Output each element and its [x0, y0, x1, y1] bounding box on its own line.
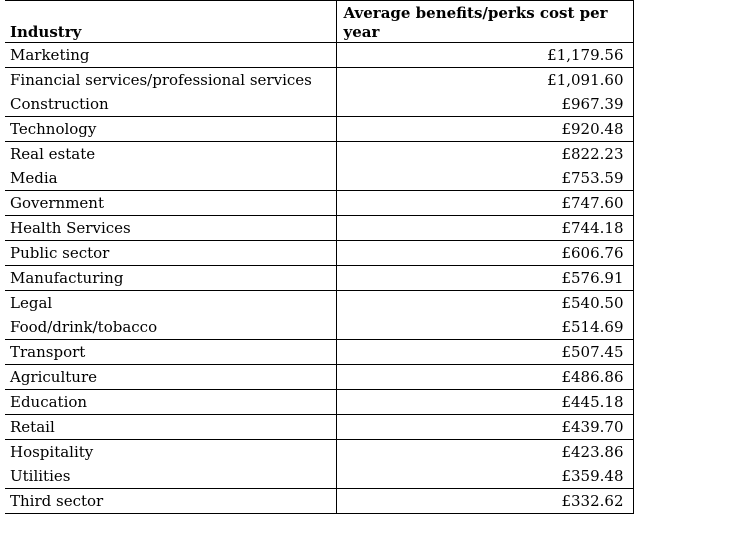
table-row [5, 241, 633, 266]
industry-cell: Government [5, 191, 336, 216]
industry-cell: Legal [5, 291, 336, 316]
industry-cell: Construction [5, 92, 336, 117]
industry-cell: Utilities [5, 464, 336, 489]
industry-cell: Media [5, 166, 336, 191]
industry-cell: Hospitality [5, 440, 336, 465]
industry-cell: Transport [5, 340, 336, 365]
industry-cell: Financial services/professional services [5, 68, 336, 93]
industry-cell: Food/drink/tobacco [5, 315, 336, 340]
table-row [5, 68, 633, 93]
cost-cell: £753.59 [336, 166, 633, 191]
industry-cell: Education [5, 390, 336, 415]
header-row [5, 1, 633, 43]
table-row [5, 117, 633, 142]
cost-cell: £439.70 [336, 415, 633, 440]
cost-cell: £1,179.56 [336, 43, 633, 68]
table-row [5, 315, 633, 340]
industry-cell: Third sector [5, 489, 336, 514]
cost-cell: £606.76 [336, 241, 633, 266]
cost-cell: £445.18 [336, 390, 633, 415]
table-row [5, 191, 633, 216]
cost-cell: £747.60 [336, 191, 633, 216]
cost-cell: £744.18 [336, 216, 633, 241]
table-row [5, 166, 633, 191]
benefits-cost-table [5, 0, 634, 514]
industry-cell: Marketing [5, 43, 336, 68]
cost-cell: £967.39 [336, 92, 633, 117]
table-row [5, 291, 633, 316]
cost-cell: £486.86 [336, 365, 633, 390]
cost-cell: £359.48 [336, 464, 633, 489]
cost-column-header: Average benefits/perks cost per year [336, 1, 633, 43]
industry-cell: Retail [5, 415, 336, 440]
cost-cell: £332.62 [336, 489, 633, 514]
industry-cell: Real estate [5, 142, 336, 167]
table-row [5, 266, 633, 291]
table-row [5, 464, 633, 489]
cost-cell: £507.45 [336, 340, 633, 365]
industry-cell: Public sector [5, 241, 336, 266]
table-row [5, 440, 633, 465]
cost-cell: £822.23 [336, 142, 633, 167]
cost-cell: £514.69 [336, 315, 633, 340]
industry-cell: Agriculture [5, 365, 336, 390]
industry-cell: Manufacturing [5, 266, 336, 291]
cost-cell: £1,091.60 [336, 68, 633, 93]
industry-column-header: Industry [5, 1, 336, 43]
cost-cell: £576.91 [336, 266, 633, 291]
table-row [5, 415, 633, 440]
table-row [5, 365, 633, 390]
table-row [5, 340, 633, 365]
table-row [5, 489, 633, 514]
cost-cell: £540.50 [336, 291, 633, 316]
industry-cell: Health Services [5, 216, 336, 241]
cost-cell: £920.48 [336, 117, 633, 142]
table-body [5, 43, 633, 514]
table-row [5, 216, 633, 241]
table-row [5, 92, 633, 117]
industry-cell: Technology [5, 117, 336, 142]
table-row [5, 43, 633, 68]
table-row [5, 142, 633, 167]
cost-cell: £423.86 [336, 440, 633, 465]
table-row [5, 390, 633, 415]
